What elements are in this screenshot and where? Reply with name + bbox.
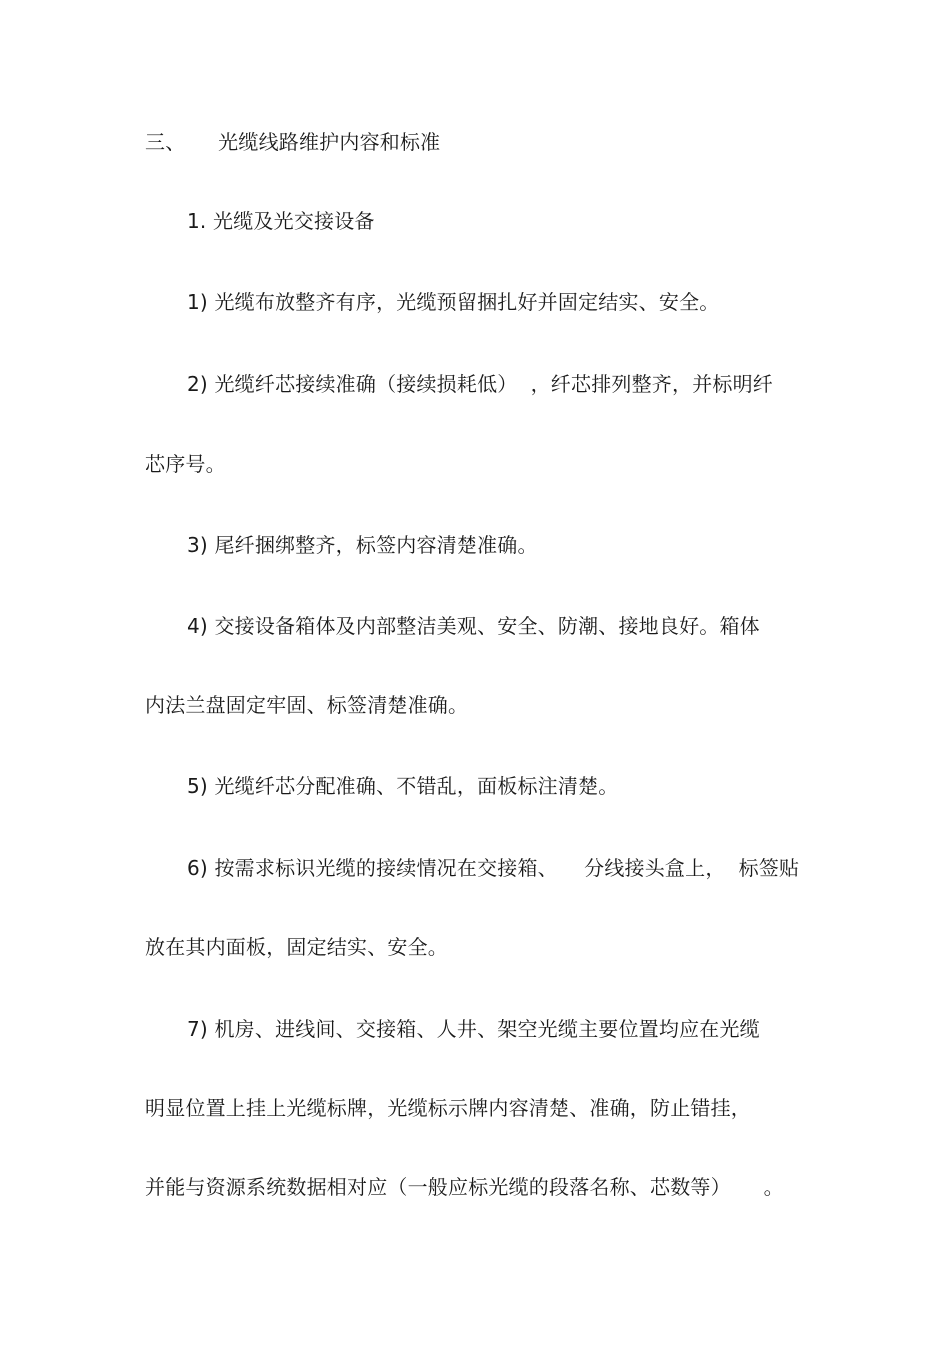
paragraph-line: 5) 光缆纤芯分配准确、不错乱，面板标注清楚。 (187, 774, 619, 798)
section-heading: 三、 光缆线路维护内容和标准 (145, 130, 441, 154)
paragraph-line: 7) 机房、进线间、交接箱、人井、架空光缆主要位置均应在光缆 (187, 1017, 760, 1041)
paragraph-line: 2) 光缆纤芯接续准确（接续损耗低） ，纤芯排列整齐，并标明纤 (187, 372, 773, 396)
paragraph-line: 4) 交接设备箱体及内部整洁美观、安全、防潮、接地良好。箱体 (187, 614, 760, 638)
paragraph-line: 内法兰盘固定牢固、标签清楚准确。 (145, 693, 469, 717)
paragraph-line: 明显位置上挂上光缆标牌，光缆标示牌内容清楚、准确，防止错挂， (145, 1096, 751, 1120)
paragraph-line: 1) 光缆布放整齐有序，光缆预留捆扎好并固定结实、安全。 (187, 290, 720, 314)
paragraph-line: 芯序号。 (145, 452, 226, 476)
paragraph-line: 放在其内面板，固定结实、安全。 (145, 935, 448, 959)
subsection-heading: 1. 光缆及光交接设备 (187, 209, 375, 233)
paragraph-line: 并能与资源系统数据相对应（一般应标光缆的段落名称、芯数等） 。 (145, 1175, 784, 1199)
paragraph-line: 3) 尾纤捆绑整齐，标签内容清楚准确。 (187, 533, 538, 557)
paragraph-line: 6) 按需求标识光缆的接续情况在交接箱、 分线接头盒上， 标签贴 (187, 856, 800, 880)
